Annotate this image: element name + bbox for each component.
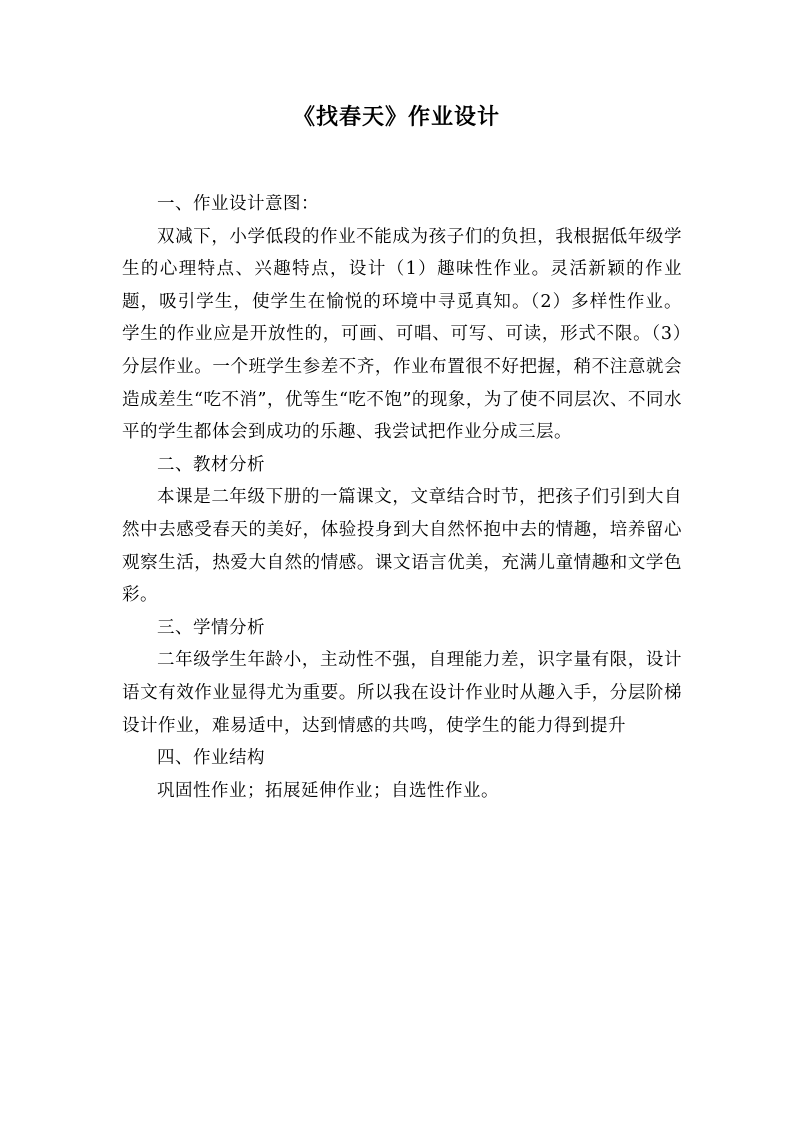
paragraph-homework-structure: 巩固性作业；拓展延伸作业；自选性作业。 (157, 780, 499, 801)
paragraph-design-intent: 双减下，小学低段的作业不能成为孩子们的负担，我根据低年级学生的心理特点、兴趣特点，设计（1）趣味性作业。灵活新颖的作业题，吸引学生，使学生在愉悦的环境中寻觅真知。（2）多样性作业。学生的作业应是开放性的，可画、可唱、可写、可读，形式不限。（3）分层作业。一个班学生参差不齐，作业布置很不好把握，稍不注意就会造成差生“吃不消”，优等生“吃不饱”的现象，为了使不同层次、不同水平的学生都体会到成功的乐趣、我尝试把作业分成三层。 (122, 226, 682, 443)
section-heading-student-analysis: 三、学情分析 (157, 617, 265, 638)
document-title: 《找春天》作业设计 (292, 104, 500, 130)
paragraph-student-analysis: 二年级学生年龄小，主动性不强，自理能力差，识字量有限，设计语文有效作业显得尤为重要。所以我在设计作业时从趣入手，分层阶梯设计作业，难易适中，达到情感的共鸣，使学生的能力得到提升 (122, 650, 682, 736)
paragraph-textbook-analysis: 本课是二年级下册的一篇课文，文章结合时节，把孩子们引到大自然中去感受春天的美好，体验投身到大自然怀抱中去的情趣，培养留心观察生活，热爱大自然的情感。课文语言优美，充满儿童情趣和文学色彩。 (122, 487, 682, 606)
section-heading-homework-structure: 四、作业结构 (157, 748, 265, 769)
section-heading-textbook-analysis: 二、教材分析 (157, 454, 265, 475)
document-body (122, 188, 682, 807)
section-heading-design-intent: 一、作业设计意图： (157, 194, 319, 214)
